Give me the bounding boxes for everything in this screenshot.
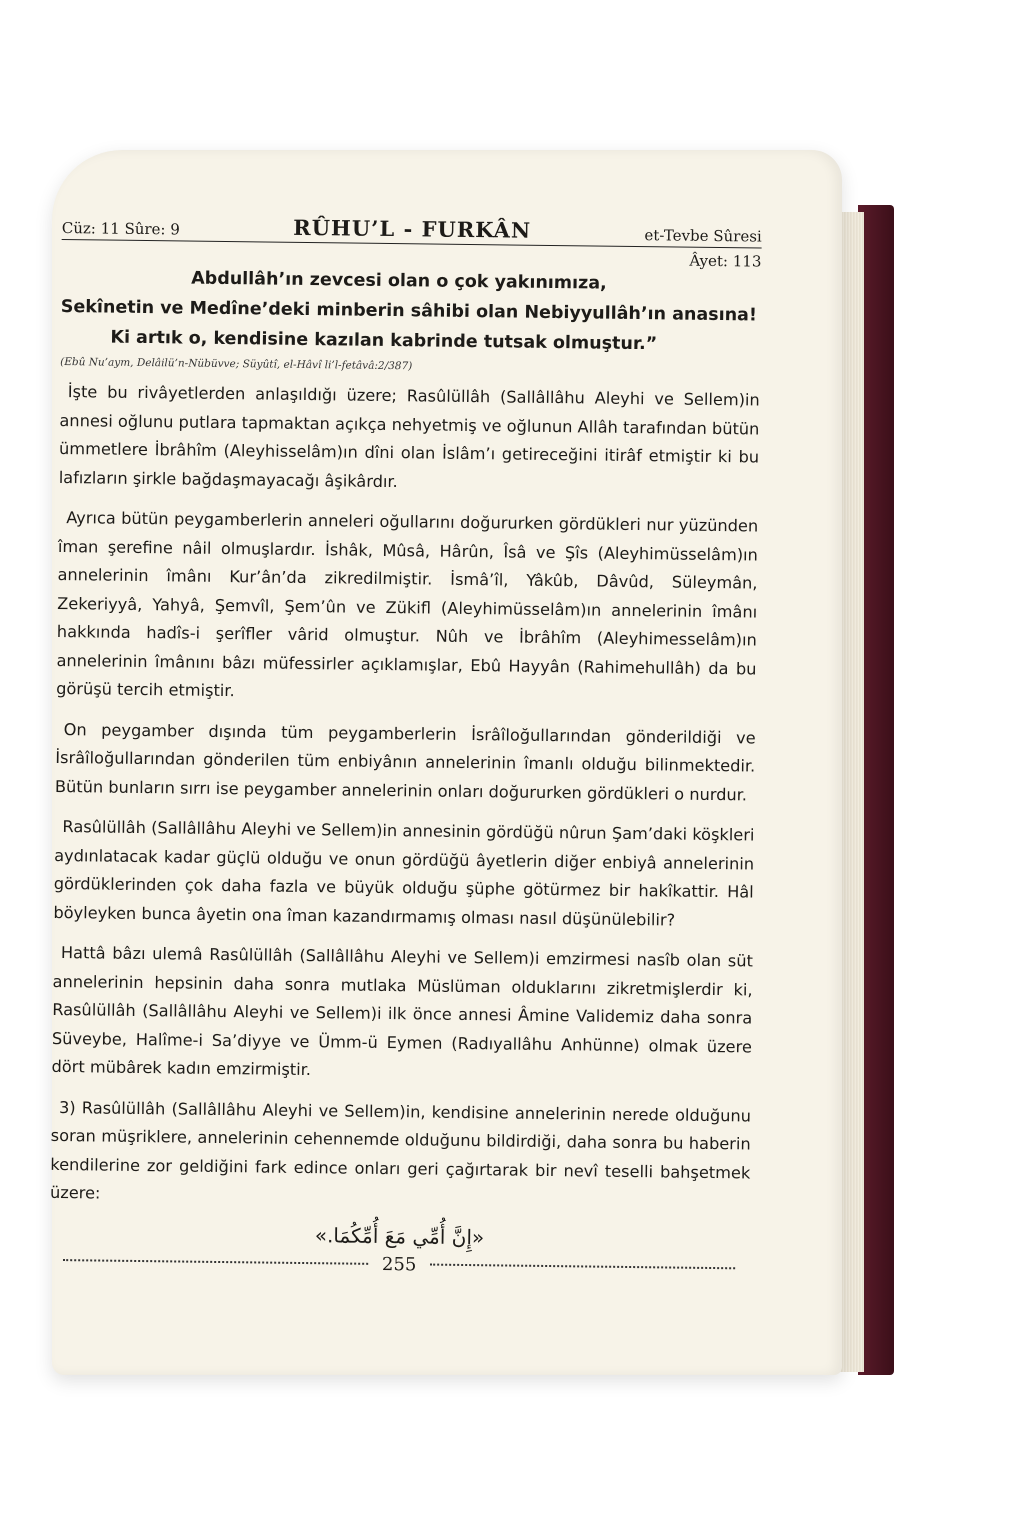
paragraph: 3) Rasûlüllâh (Sallâllâhu Aleyhi ve Sellem)in, kendisine annelerinin nerede olduğunu soran müşriklere, annelerinin cehennemde olduğunu bildirdiği, daha sonra bu haberin kendilerine zor geldiğini fark edince onları geri çağırtarak bir nevî teselli bahşetmek üzere: <box>49 1097 752 1203</box>
paragraph: İşte bu rivâyetlerden anlaşıldığı üzere; Rasûlüllâh (Sallâllâhu Aleyhi ve Sellem)in annesi oğlunu putlara tapmaktan açıkça nehyetmiş ve oğlunun Allâh tarafından bütün ümmetlere İbrâhîm (Aleyhisselâm)ın dîni olan İslâm’ı getireceğini itirâf etmiştir ki bu lafızların şirkle bağdaşmayacağı âşikârdır. <box>58 382 760 491</box>
page-number: 255 <box>381 1253 417 1275</box>
poem-line: Abdullâh’ın zevcesi olan o çok yakınımıza, <box>191 268 607 294</box>
poem-line: Sekînetin ve Medîne’deki minberin sâhibi olan Nebiyyullâh’ın anasına! <box>60 296 758 326</box>
poem-line: Ki artık o, kendisine kazılan kabrinde tutsak olmuştur.” <box>110 327 658 355</box>
header-ayet: Âyet: 113 <box>689 251 762 271</box>
page-content <box>49 212 762 1279</box>
header-sura-name: et-Tevbe Sûresi <box>644 226 762 246</box>
source-citation: (Ebû Nu’aym, Delâilü’n-Nübüvve; Süyûtî, el-Hâvî li’l-fetâvâ:2/387) <box>60 355 413 373</box>
paragraph: Ayrıca bütün peygamberlerin anneleri oğullarını doğururken gördükleri nur yüzünden îman şerefine nâil olmuşlardır. İshâk, Mûsâ, Hârûn, Îsâ ve Şîs (Aleyhimüsselâm)ın annelerinin îmânı Kur’ân’da zikredilmiştir. İsmâ’îl, Yâkûb, Dâvûd, Süleymân, Zekeriyyâ, Yahyâ, Şemvîl, Şem’ûn ve Zükifl (Aleyhimüsselâm)ın annelerinin îmânı hakkında hadîs-i şerîfler vârid olmuştur. Nûh ve İbrâhîm (Aleyhimesselâm)ın annelerinin îmânını bâzı müfessirler açıklamışlar, Ebû Hayyân (Rahimehullâh) da bu görüşü tercih etmiştir. <box>56 508 759 701</box>
poem-block <box>60 262 761 361</box>
paragraph: Rasûlüllâh (Sallâllâhu Aleyhi ve Sellem)in annesinin gördüğü nûrun Şam’daki köşkleri aydınlatacak kadar güçlü olduğu ve onun gördüğü âyetlerin diğer enbiyâ annelerinin gördüklerinden çok daha fazla ve büyük olduğu şüphe götürmez bir hakîkattir. Hâl böyleyken bunca âyetin ona îman kazandırmamış olması nasıl düşünülebilir? <box>53 817 755 930</box>
arabic-quote: «إِنَّ أُمِّي مَعَ أُمِّكُمَا.» <box>314 1222 485 1249</box>
paragraph: Hattâ bâzı ulemâ Rasûlüllâh (Sallâllâhu Aleyhi ve Sellem)i emzirmesi nasîb olan süt annelerinin hepsinin daha sonra mutlaka Müslüman olduklarını zikretmişlerdir ki, Rasûlüllâh (Sallâllâhu Aleyhi ve Sellem)i ilk önce annesi Âmine Validemiz daha sonra Süveybe, Halîme-i Sa’diyye ve Ümm-ü Eymen (Radıyallâhu Anhünne) olmak üzere dört mübârek kadın emzirmiştir. <box>51 943 754 1080</box>
header-book-title: RÛHU’L - FURKÂN <box>293 214 532 243</box>
footer-dotted-rule-left <box>63 1259 368 1265</box>
footer-dotted-rule-right <box>430 1264 735 1270</box>
header-juz-sura: Cüz: 11 Sûre: 9 <box>61 218 180 239</box>
paragraph: On peygamber dışında tüm peygamberlerin İsrâîloğullarından gönderildiği ve İsrâîloğullarından gönderilen tüm enbiyânın annelerinin îmanlı olduğu bilinmektedir. Bütün bunların sırrı ise peygamber annelerinin onları doğururken gördükleri o nurdur. <box>54 719 756 804</box>
